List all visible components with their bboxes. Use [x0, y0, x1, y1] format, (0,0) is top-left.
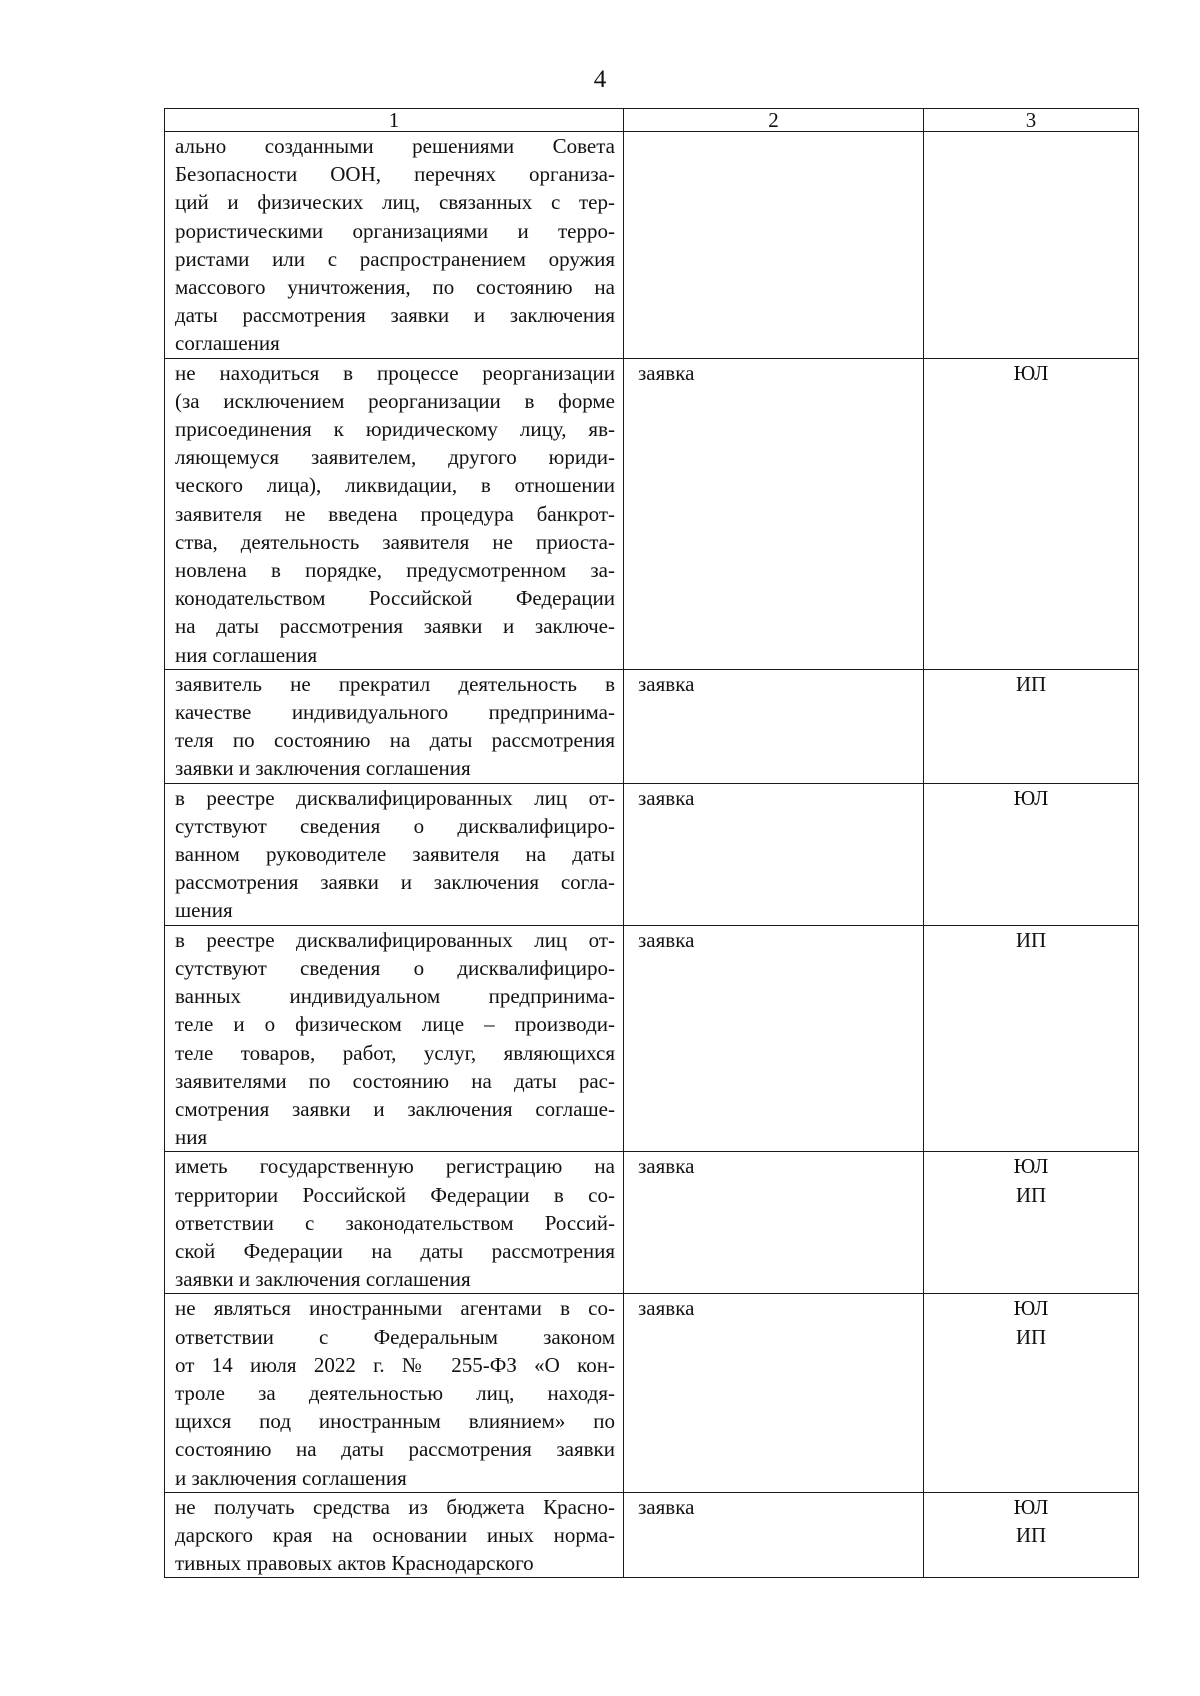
requirement-text-line: ния соглашения: [175, 642, 318, 667]
requirement-text-line: заявки и заключения соглашения: [175, 756, 471, 781]
applicant-type-cell: [924, 1492, 1139, 1578]
table-row: [165, 132, 1139, 359]
applicant-type: ЮЛ: [1013, 1296, 1049, 1321]
column-header-1: 1: [165, 109, 624, 132]
applicant-type-cell: [924, 783, 1139, 925]
applicant-type: ИП: [1015, 927, 1047, 952]
requirement-cell: [165, 783, 624, 925]
document-cell: заявка: [624, 1152, 924, 1294]
applicant-type: ИП: [1015, 1324, 1047, 1349]
requirement-text-line: заявки и заключения соглашения: [175, 1267, 471, 1292]
requirement-text-line: на даты рассмотрения заявки и заключе-: [175, 614, 615, 639]
requirement-text-line: смотрения заявки и заключения соглаше-: [175, 1096, 615, 1121]
requirement-text-line: (за исключением реорганизации в форме: [175, 388, 615, 413]
requirement-text-line: сутствуют сведения о дисквалифициро-: [175, 813, 615, 838]
requirement-text-line: присоединения к юридическому лицу, яв-: [175, 417, 615, 442]
requirement-text-line: ванных индивидуальном предпринима-: [175, 984, 615, 1009]
requirement-text-line: иметь государственную регистрацию на: [175, 1154, 615, 1179]
requirement-text-line: дарского края на основании иных норма-: [175, 1522, 615, 1547]
requirement-text-line: ния: [175, 1125, 208, 1150]
applicant-type: ИП: [1015, 1522, 1047, 1547]
requirement-text-line: ристами или с распространением оружия: [175, 246, 615, 271]
document-cell: заявка: [624, 925, 924, 1152]
applicant-type: ИП: [1015, 1182, 1047, 1207]
table-row: [165, 1294, 1139, 1492]
requirement-text-line: Безопасности ООН, перечнях организа-: [175, 162, 615, 187]
table-header-row: [165, 109, 1139, 132]
applicant-type-cell: [924, 358, 1139, 669]
requirement-cell: [165, 1152, 624, 1294]
requirement-cell: [165, 1294, 624, 1492]
requirement-text-line: не являться иностранными агентами в со-: [175, 1296, 615, 1321]
requirement-text-line: соглашения: [175, 331, 280, 356]
requirement-text-line: троле за деятельностью лиц, находя-: [175, 1380, 615, 1405]
document-cell: заявка: [624, 1294, 924, 1492]
requirement-text-line: ций и физических лиц, связанных с тер-: [175, 190, 615, 215]
requirement-text-line: рористическими организациями и терро-: [175, 218, 615, 243]
requirement-cell: [165, 669, 624, 783]
requirement-text-line: ства, деятельность заявителя не приоста-: [175, 529, 615, 554]
applicant-type: ЮЛ: [1013, 1154, 1049, 1179]
requirement-text-line: теле и о физическом лице – производи-: [175, 1012, 615, 1037]
document-cell: заявка: [624, 358, 924, 669]
requirement-cell: [165, 358, 624, 669]
requirement-text-line: качестве индивидуального предпринима-: [175, 700, 615, 725]
requirement-cell: [165, 1492, 624, 1578]
requirement-text-line: от 14 июля 2022 г. № 255-ФЗ «О кон-: [175, 1352, 615, 1377]
requirement-text-line: состоянию на даты рассмотрения заявки: [175, 1437, 615, 1462]
applicant-type: ЮЛ: [1013, 360, 1049, 385]
requirement-text-line: ответствии с Федеральным законом: [175, 1324, 615, 1349]
document-cell: заявка: [624, 783, 924, 925]
applicant-type-cell: [924, 669, 1139, 783]
requirement-text-line: шения: [175, 898, 233, 923]
requirement-text-line: теле товаров, работ, услуг, являющихся: [175, 1040, 615, 1065]
requirement-cell: [165, 132, 624, 359]
table-row: [165, 358, 1139, 669]
requirement-text-line: массового уничтожения, по состоянию на: [175, 275, 615, 300]
requirement-text-line: и заключения соглашения: [175, 1465, 407, 1490]
requirement-text-line: даты рассмотрения заявки и заключения: [175, 303, 615, 328]
requirement-text-line: ляющемуся заявителем, другого юриди-: [175, 445, 615, 470]
document-cell: [624, 132, 924, 359]
requirement-text-line: территории Российской Федерации в со-: [175, 1182, 615, 1207]
table-body: [165, 132, 1139, 1578]
column-header-3: 3: [924, 109, 1139, 132]
applicant-type-cell: [924, 132, 1139, 359]
requirement-text-line: заявитель не прекратил деятельность в: [175, 671, 615, 696]
table-row: [165, 925, 1139, 1152]
requirement-text-line: заявителями по состоянию на даты рас-: [175, 1068, 615, 1093]
requirement-text-line: рассмотрения заявки и заключения согла-: [175, 870, 615, 895]
table-row: [165, 669, 1139, 783]
page-number: 4: [593, 66, 607, 93]
requirement-text-line: ской Федерации на даты рассмотрения: [175, 1238, 615, 1263]
column-header-2: 2: [624, 109, 924, 132]
requirement-text-line: новлена в порядке, предусмотренном за-: [175, 558, 615, 583]
requirement-text-line: ванном руководителе заявителя на даты: [175, 842, 615, 867]
document-cell: заявка: [624, 669, 924, 783]
applicant-type: ЮЛ: [1013, 785, 1049, 810]
requirement-text-line: ально созданными решениями Совета: [175, 134, 615, 158]
table-row: [165, 783, 1139, 925]
applicant-type-cell: [924, 1152, 1139, 1294]
requirement-text-line: заявителя не введена процедура банкрот-: [175, 501, 615, 526]
requirement-text-line: теля по состоянию на даты рассмотрения: [175, 728, 615, 753]
document-cell: заявка: [624, 1492, 924, 1578]
applicant-type: ЮЛ: [1013, 1494, 1049, 1519]
applicant-type-cell: [924, 925, 1139, 1152]
requirement-text-line: конодательством Российской Федерации: [175, 586, 615, 611]
requirements-table: [164, 108, 1139, 1578]
requirement-text-line: ческого лица), ликвидации, в отношении: [175, 473, 615, 498]
applicant-type: ИП: [1015, 671, 1047, 696]
requirement-text-line: тивных правовых актов Краснодарского: [175, 1551, 534, 1576]
requirement-cell: [165, 925, 624, 1152]
requirement-text-line: не получать средства из бюджета Красно-: [175, 1494, 615, 1519]
requirement-text-line: сутствуют сведения о дисквалифициро-: [175, 955, 615, 980]
requirement-text-line: в реестре дисквалифицированных лиц от-: [175, 927, 615, 952]
table-row: [165, 1152, 1139, 1294]
requirement-text-line: в реестре дисквалифицированных лиц от-: [175, 785, 615, 810]
requirement-text-line: ответствии с законодательством Россий-: [175, 1210, 615, 1235]
table-row: [165, 1492, 1139, 1578]
applicant-type-cell: [924, 1294, 1139, 1492]
requirement-text-line: не находиться в процессе реорганизации: [175, 360, 615, 385]
requirement-text-line: щихся под иностранным влиянием» по: [175, 1409, 615, 1434]
